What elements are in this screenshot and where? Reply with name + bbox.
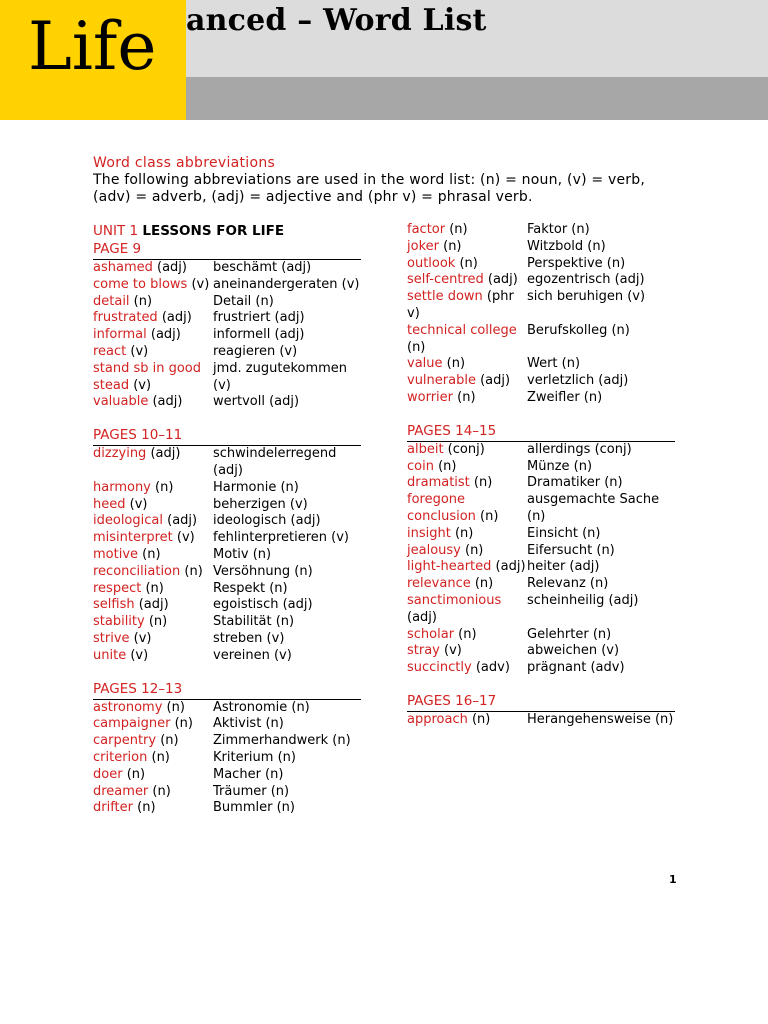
english-word: drifter <box>93 800 133 816</box>
english-term <box>407 390 527 407</box>
english-term <box>93 700 213 717</box>
english-word: sanctimonious <box>407 592 502 608</box>
word-class: (adj) <box>152 260 187 275</box>
english-word: detail <box>93 293 130 309</box>
word-class: (n) <box>438 238 462 254</box>
english-term <box>407 627 527 644</box>
word-entry <box>93 344 361 361</box>
word-class: (adj) <box>491 559 526 575</box>
word-entry <box>407 712 675 729</box>
english-word: valuable <box>93 394 149 410</box>
english-word: worrier <box>407 389 454 405</box>
word-class: (n) <box>122 766 146 782</box>
word-class: (n) <box>450 525 474 541</box>
german-translation: egozentrisch (adj) <box>527 272 645 288</box>
english-word: jealousy <box>407 542 461 558</box>
german-translation: sich beruhigen (v) <box>527 289 646 305</box>
word-entry <box>93 700 361 717</box>
word-entry <box>407 289 675 323</box>
german-translation: Eifersucht (n) <box>527 542 615 558</box>
english-word: coin <box>407 458 434 474</box>
english-word: stability <box>93 614 145 630</box>
english-term <box>93 394 213 411</box>
english-word: vulnerable <box>407 373 476 389</box>
english-term <box>93 564 213 581</box>
word-entry <box>93 260 361 277</box>
word-class: (v) <box>126 343 149 359</box>
english-term <box>407 289 527 323</box>
word-class: (conj) <box>443 441 485 457</box>
word-entry <box>407 442 675 459</box>
english-term <box>93 547 213 564</box>
word-class: (n) <box>162 699 185 715</box>
word-entry <box>407 222 675 239</box>
word-class: (adj) <box>407 609 437 625</box>
german-translation: Astronomie (n) <box>213 699 310 715</box>
german-translation: streben (v) <box>213 630 285 646</box>
word-class: (v) <box>125 496 148 512</box>
word-entry <box>93 564 361 581</box>
word-entry <box>93 648 361 665</box>
german-translation: Zimmerhandwerk (n) <box>213 733 351 749</box>
english-word: stray <box>407 643 440 659</box>
abbreviations-heading: Word class abbreviations <box>93 155 276 171</box>
word-entry <box>407 643 675 660</box>
english-term <box>93 750 213 767</box>
english-term <box>407 543 527 560</box>
english-word: react <box>93 343 127 359</box>
word-class: (n) <box>454 626 477 642</box>
english-word: motive <box>93 546 139 562</box>
word-entry <box>93 614 361 631</box>
german-translation: Macher (n) <box>213 766 284 782</box>
word-entry <box>93 446 361 480</box>
page-number: 1 <box>669 873 677 886</box>
english-term <box>93 310 213 327</box>
word-class: (adj) <box>146 327 181 343</box>
german-translation: frustriert (adj) <box>213 310 305 326</box>
english-term <box>93 277 213 294</box>
abbreviations-text: The following abbreviations are used in the word list: (n) = noun, (v) = verb, (adv) = adverb, (adj) = adjective and (phr v) = phrasal verb. <box>93 172 645 205</box>
word-class: (n) <box>453 389 476 405</box>
word-class: (n) <box>180 563 203 579</box>
unit-label: UNIT 1 <box>93 223 139 239</box>
english-term <box>407 593 527 627</box>
word-entry <box>407 559 675 576</box>
word-class: (n) <box>147 749 170 765</box>
english-word: strive <box>93 630 130 646</box>
english-word: factor <box>407 222 446 237</box>
german-translation: Relevanz (n) <box>527 576 609 592</box>
german-translation: beherzigen (v) <box>213 496 308 512</box>
word-class: (phr v) <box>407 289 514 321</box>
english-term <box>407 256 527 273</box>
english-word: value <box>407 356 443 372</box>
english-term <box>407 643 527 660</box>
word-entry <box>93 716 361 733</box>
german-translation: Kriterium (n) <box>213 749 296 765</box>
german-translation: Faktor (n) <box>527 222 590 237</box>
english-term <box>93 530 213 547</box>
english-word: foregone conclusion <box>407 492 476 524</box>
word-entry <box>407 627 675 644</box>
german-translation: schwindelerregend (adj) <box>213 446 337 478</box>
word-entry <box>93 327 361 344</box>
word-entry <box>407 239 675 256</box>
german-translation: scheinheilig (adj) <box>527 592 639 608</box>
german-translation: egoistisch (adj) <box>213 597 313 613</box>
unit-title: LESSONS FOR LIFE <box>142 223 285 239</box>
word-class: (n) <box>156 733 179 749</box>
german-translation: Versöhnung (n) <box>213 563 313 579</box>
english-word: informal <box>93 327 147 343</box>
word-entry <box>93 513 361 530</box>
english-term <box>93 767 213 784</box>
word-class: (n) <box>469 475 493 491</box>
english-word: selfish <box>93 597 135 613</box>
german-translation: ausgemachte Sache (n) <box>527 492 660 524</box>
word-entry <box>407 660 675 677</box>
word-class: (n) <box>141 580 164 596</box>
english-term <box>407 576 527 593</box>
german-translation: Harmonie (n) <box>213 479 299 495</box>
english-word: respect <box>93 580 142 596</box>
english-term <box>93 513 213 530</box>
english-word: self-centred <box>407 272 484 288</box>
german-translation: Bummler (n) <box>213 800 295 816</box>
word-class: (n) <box>148 783 171 799</box>
word-entry <box>407 593 675 627</box>
german-translation: Gelehrter (n) <box>527 626 612 642</box>
german-translation: reagieren (v) <box>213 343 298 359</box>
english-word: reconciliation <box>93 563 181 579</box>
english-term <box>93 480 213 497</box>
word-class: (v) <box>172 530 195 546</box>
english-term <box>407 526 527 543</box>
german-translation: beschämt (adj) <box>213 260 312 275</box>
english-term <box>93 648 213 665</box>
english-word: relevance <box>407 576 471 592</box>
word-entry <box>93 530 361 547</box>
german-translation: Zweifler (n) <box>527 389 603 405</box>
english-word: approach <box>407 711 468 727</box>
document-title: anced – Word List <box>186 3 487 38</box>
word-class: (n) <box>460 542 484 558</box>
word-class: (n) <box>129 293 153 309</box>
word-class: (n) <box>133 800 156 816</box>
unit-heading <box>93 222 361 241</box>
german-translation: prägnant (adv) <box>527 660 625 676</box>
word-entry <box>407 475 675 492</box>
english-word: settle down <box>407 289 483 305</box>
german-translation: informell (adj) <box>213 327 305 343</box>
word-entry <box>407 459 675 476</box>
word-class: (adj) <box>134 597 169 613</box>
english-word: light-hearted <box>407 559 492 575</box>
section-heading: PAGES 16–17 <box>407 693 675 712</box>
german-translation: Herangehensweise (n) <box>527 711 674 727</box>
word-class: (n) <box>150 479 174 495</box>
german-translation: Respekt (n) <box>213 580 288 596</box>
word-class: (v) <box>129 377 152 393</box>
word-entry <box>93 294 361 311</box>
logo-text: Life <box>28 8 157 85</box>
english-word: frustrated <box>93 310 158 326</box>
english-word: carpentry <box>93 733 157 749</box>
word-entry <box>93 631 361 648</box>
english-word: technical college <box>407 322 517 338</box>
english-word: campaigner <box>93 716 171 732</box>
english-term <box>407 272 527 289</box>
english-word: unite <box>93 647 127 663</box>
word-entry <box>407 526 675 543</box>
english-word: joker <box>407 238 439 254</box>
word-entry <box>407 576 675 593</box>
english-term <box>407 239 527 256</box>
word-class: (adv) <box>471 660 510 676</box>
german-translation: wertvoll (adj) <box>213 394 300 410</box>
german-translation: Stabilität (n) <box>213 614 295 630</box>
english-term <box>93 716 213 733</box>
english-term <box>93 446 213 480</box>
english-term <box>407 356 527 373</box>
english-word: albeit <box>407 441 444 457</box>
word-class: (adj) <box>475 373 511 389</box>
german-translation: Wert (n) <box>527 356 581 372</box>
english-word: astronomy <box>93 699 163 715</box>
german-translation: abweichen (v) <box>527 643 620 659</box>
english-term <box>93 497 213 514</box>
english-term <box>93 260 213 277</box>
word-entry <box>93 310 361 327</box>
german-translation: heiter (adj) <box>527 559 600 575</box>
german-translation: verletzlich (adj) <box>527 373 629 389</box>
word-class: (n) <box>407 339 426 355</box>
word-class: (v) <box>129 630 152 646</box>
english-word: dreamer <box>93 783 149 799</box>
english-term <box>407 492 527 526</box>
english-term <box>93 800 213 817</box>
word-entry <box>93 784 361 801</box>
german-translation: vereinen (v) <box>213 647 292 663</box>
german-translation: Berufskolleg (n) <box>527 322 630 338</box>
word-entry <box>407 272 675 289</box>
word-entry <box>93 361 361 395</box>
word-class: (n) <box>442 356 466 372</box>
english-word: doer <box>93 766 123 782</box>
english-term <box>93 631 213 648</box>
word-entry <box>93 581 361 598</box>
german-translation: jmd. zugutekommen (v) <box>213 360 348 393</box>
english-term <box>407 712 527 729</box>
english-term <box>93 327 213 344</box>
english-word: heed <box>93 496 126 512</box>
word-entry <box>93 767 361 784</box>
german-translation: fehlinterpretieren (v) <box>213 530 349 546</box>
word-entry <box>93 277 361 294</box>
english-term <box>407 660 527 677</box>
english-word: ashamed <box>93 260 153 275</box>
word-class: (n) <box>470 576 494 592</box>
english-term <box>407 559 527 576</box>
german-translation: Motiv (n) <box>213 546 272 562</box>
german-translation: aneinandergeraten (v) <box>213 276 360 292</box>
german-translation: allerdings (conj) <box>527 441 632 457</box>
word-entry <box>93 547 361 564</box>
english-word: misinterpret <box>93 530 173 546</box>
english-word: dizzying <box>93 446 147 462</box>
english-term <box>407 475 527 492</box>
section-heading: PAGE 9 <box>93 241 361 260</box>
german-translation: Perspektive (n) <box>527 255 626 271</box>
section-heading: PAGES 12–13 <box>93 681 361 700</box>
word-entry <box>93 497 361 514</box>
english-word: scholar <box>407 626 455 642</box>
english-word: harmony <box>93 479 151 495</box>
german-translation: Einsicht (n) <box>527 525 601 541</box>
english-term <box>93 581 213 598</box>
english-word: ideological <box>93 513 163 529</box>
english-word: come to blows <box>93 276 188 292</box>
english-word: succinctly <box>407 660 472 676</box>
word-class: (v) <box>187 276 210 292</box>
english-word: dramatist <box>407 475 470 491</box>
word-class: (adj) <box>162 513 198 529</box>
english-term <box>93 784 213 801</box>
word-class: (n) <box>475 508 499 524</box>
header-band <box>186 77 768 120</box>
english-term <box>93 597 213 614</box>
word-class: (n) <box>467 711 491 727</box>
word-entry <box>407 492 675 526</box>
word-entry <box>93 733 361 750</box>
english-term <box>93 733 213 750</box>
german-translation: ideologisch (adj) <box>213 513 321 529</box>
word-entry <box>407 373 675 390</box>
word-class: (n) <box>455 255 478 271</box>
word-class: (n) <box>445 222 468 237</box>
word-entry <box>407 390 675 407</box>
english-term <box>93 344 213 361</box>
german-translation: Dramatiker (n) <box>527 475 623 491</box>
section-heading: PAGES 10–11 <box>93 427 361 446</box>
english-term <box>407 442 527 459</box>
word-class: (adj) <box>483 272 518 288</box>
word-entry <box>93 394 361 411</box>
english-term <box>407 222 527 239</box>
word-class: (adj) <box>148 394 183 410</box>
english-word: outlook <box>407 255 456 271</box>
german-translation: Witzbold (n) <box>527 238 606 254</box>
english-word: stand sb in good stead <box>93 360 202 393</box>
life-logo <box>0 0 186 120</box>
word-class: (v) <box>126 647 149 663</box>
german-translation: Detail (n) <box>213 293 274 309</box>
english-term <box>93 294 213 311</box>
word-entry <box>93 480 361 497</box>
word-entry <box>93 800 361 817</box>
word-entry <box>93 750 361 767</box>
english-term <box>93 361 213 395</box>
word-class: (adj) <box>146 446 181 462</box>
english-term <box>407 323 527 357</box>
german-translation: Aktivist (n) <box>213 716 284 732</box>
word-list-left-column <box>93 222 361 817</box>
word-class: (adj) <box>157 310 192 326</box>
word-entry <box>407 356 675 373</box>
word-class: (n) <box>170 716 193 732</box>
word-class: (n) <box>433 458 457 474</box>
word-list-right-column <box>407 222 675 729</box>
english-word: criterion <box>93 749 148 765</box>
word-entry <box>93 597 361 614</box>
word-entry <box>407 256 675 273</box>
word-entry <box>407 543 675 560</box>
german-translation: Münze (n) <box>527 458 593 474</box>
english-term <box>407 373 527 390</box>
english-term <box>407 459 527 476</box>
english-term <box>93 614 213 631</box>
word-class: (n) <box>138 546 161 562</box>
word-class: (n) <box>144 614 168 630</box>
section-heading: PAGES 14–15 <box>407 423 675 442</box>
english-word: insight <box>407 525 451 541</box>
german-translation: Träumer (n) <box>213 783 290 799</box>
word-entry <box>407 323 675 357</box>
word-class: (v) <box>439 643 462 659</box>
